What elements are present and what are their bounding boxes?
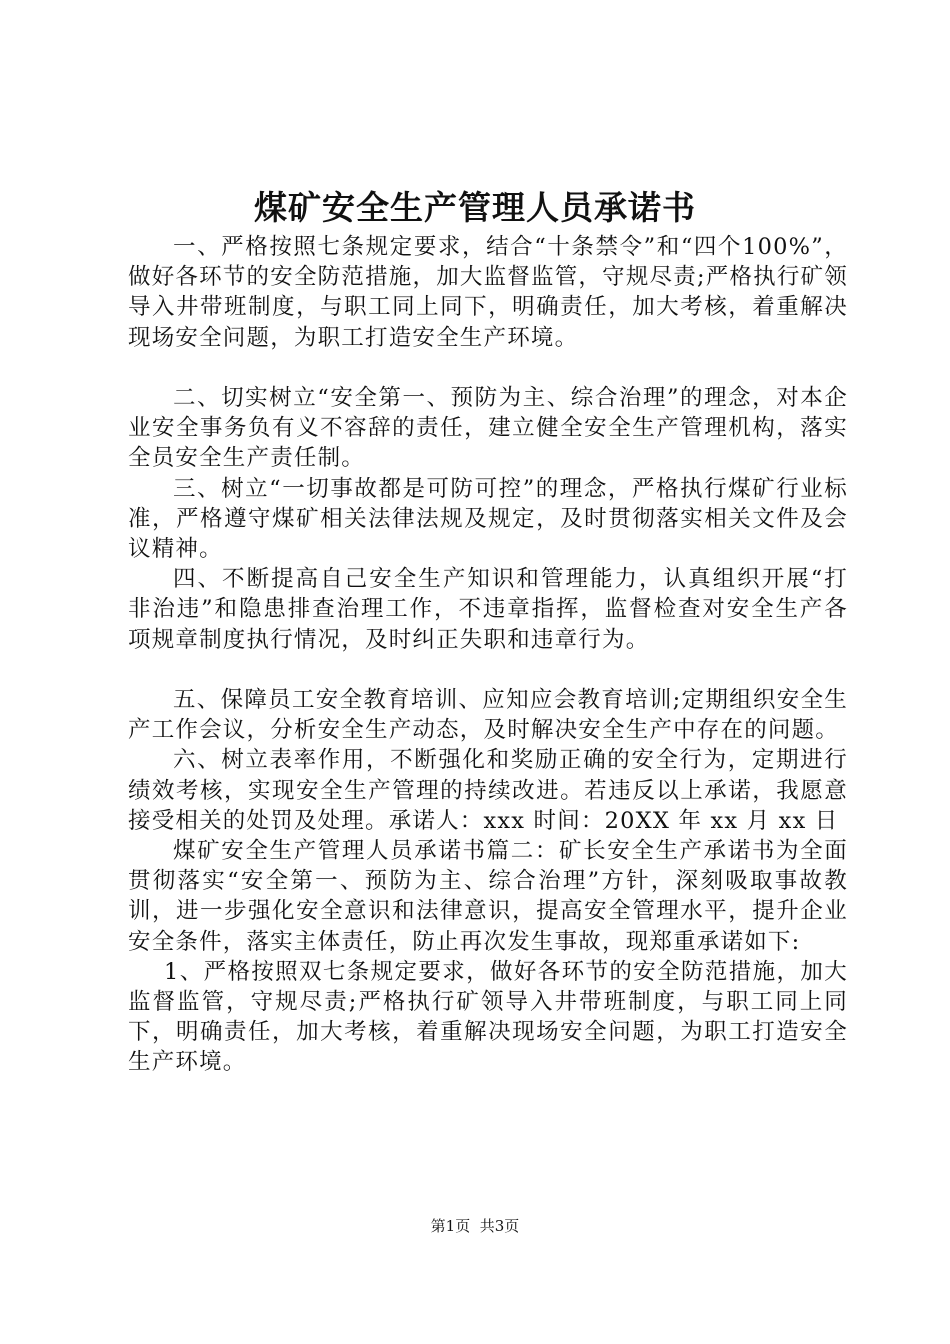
document-body (128, 232, 848, 1078)
page-footer (0, 1216, 950, 1236)
paragraph-2: 二、切实树立“安全第一、预防为主、综合治理”的理念，对本企业安全事务负有义不容辞的责任，建立健全安全生产管理机构，落实全员安全生产责任制。 (128, 385, 848, 472)
paragraph-1: 一、严格按照七条规定要求，结合“十条禁令”和“四个100%”，做好各环节的安全防范措施，加大监督监管，守规尽责;严格执行矿领导入井带班制度，与职工同上同下，明确责任，加大考核，着重解决现场安全问题，为职工打造安全生产环境。 (128, 234, 848, 351)
paragraph-6: 六、树立表率作用，不断强化和奖励正确的安全行为，定期进行绩效考核，实现安全生产管理的持续改进。若违反以上承诺，我愿意接受相关的处罚及处理。承诺人：xxx 时间：20XX 年 xx 月 xx 日 (128, 747, 848, 834)
paragraph-4: 四、不断提高自己安全生产知识和管理能力，认真组织开展“打非治违”和隐患排查治理工作，不违章指挥，监督检查对安全生产各项规章制度执行情况，及时纠正失职和违章行为。 (128, 566, 848, 653)
page-number-total: 共3页 (479, 1217, 520, 1235)
document-title: 煤矿安全生产管理人员承诺书 (254, 188, 696, 227)
paragraph-3: 三、树立“一切事故都是可防可控”的理念，严格执行煤矿行业标准，严格遵守煤矿相关法律法规及规定，及时贯彻落实相关文件及会议精神。 (128, 475, 848, 563)
paragraph-7: 煤矿安全生产管理人员承诺书篇二：矿长安全生产承诺书为全面贯彻落实“安全第一、预防为主、综合治理”方针，深刻吸取事故教训，进一步强化安全意识和法律意识，提高安全管理水平，提升企业安全条件，落实主体责任，防止再次发生事故，现郑重承诺如下: (128, 838, 848, 955)
paragraph-8: 1、严格按照双七条规定要求，做好各环节的安全防范措施，加大监督监管，守规尽责;严格执行矿领导入井带班制度，与职工同上同下，明确责任，加大考核，着重解决现场安全问题，为职工打造安全生产环境。 (128, 958, 848, 1076)
paragraph-5: 五、保障员工安全教育培训、应知应会教育培训;定期组织安全生产工作会议，分析安全生产动态，及时解决安全生产中存在的问题。 (128, 687, 848, 744)
page-number-current: 第1页 (430, 1217, 471, 1235)
